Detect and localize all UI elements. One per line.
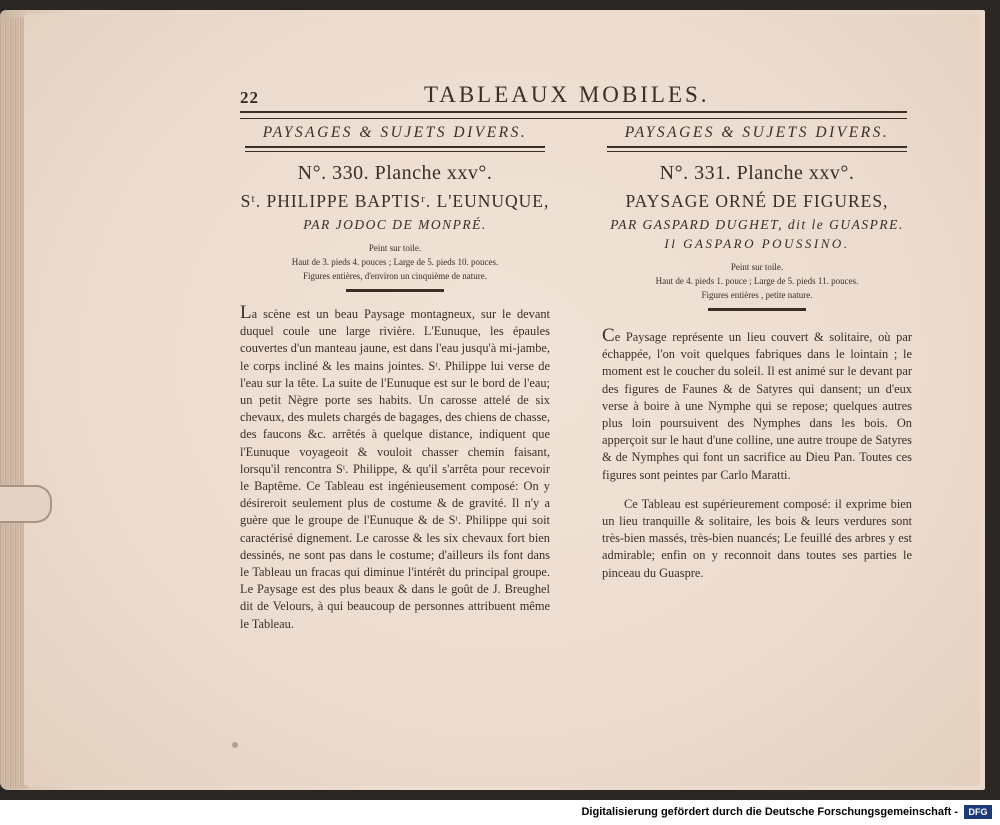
description-paragraph (240, 302, 550, 633)
dimensions-line: Haut de 3. pieds 4. pouces ; Large de 5. pieds 10. pouces. (291, 257, 499, 267)
left-column (240, 124, 550, 633)
medium-line: Peint sur toile. (730, 262, 784, 272)
paper-stain (232, 742, 238, 748)
section-rule (245, 146, 545, 152)
description-text: a scène est un beau Paysage montagneux, sur le devant duquel coule une large rivière. L'Eunuque, les épaules couvertes d'un manteau jaune, est dans l'eau jusqu'à mi-jambe, le corps incliné & les mains jointes. Sᵗ. Philippe lui verse de l'eau sur la tête. La suite de l'Eunuque est sur le bord de l'eau; un petit Nègre porte ses habits. Un carosse attelé de six chevaux, des mulets chargés de bagages, des chiens de chasse, des faucons &c. arrêtés à quelque distance, indiquent que l'Eunuque voyageoit & vouloit chasser chemin faisant, lorsqu'il rencontra Sᵗ. Philippe, & qu'il s'arrêta pour recevoir le Baptême. Ce Tableau est ingénieusement composé: On y désireroit seulement plus de costume & de gravité. Il n'y a guère que le groupe de l'Eunuque & de Sᵗ. Philippe qui soit caractérisé dignement. Le carosse & les six chevaux fort bien dessinés, ne sont pas dans le costume; d'ailleurs ils font dans le Tableau un fracas qui diminue l'intérêt du principal groupe. Le Paysage est des plus beaux & dans le goût de J. Breughel dit de Velours, à qui beaucoup de personnes attribuent même le Tableau. (240, 307, 550, 631)
description-text: e Paysage représente un lieu couvert & solitaire, où par échappée, l'on voit quelques fabriques dans le lointain ; le moment est le coucher du soleil. Il est animé sur le devant par des figures de Faunes & de Satyres qui dansent; un d'eux verse à boire à une Nymphe qui se repose; quelques autres plus loin poursuivent des Nymphes dans les bois. On apperçoit sur le haut d'une colline, une autre troupe de Satyres & de Nymphes qui font un sacrifice au Dieu Pan. Toutes ces figures sont peintes par Carlo Maratti. (602, 330, 912, 482)
funding-credit: Digitalisierung gefördert durch die Deutsche Forschungsgemeinschaft - (581, 806, 958, 818)
painting-title: Sᵗ. PHILIPPE BAPTISʳ. L'EUNUQUE, (240, 191, 550, 211)
plate-number: N°. 330. Planche xxv°. (297, 162, 493, 184)
running-head: TABLEAUX MOBILES. (424, 82, 710, 107)
plate-number: N°. 331. Planche xxv°. (659, 162, 855, 184)
entry-rule (346, 289, 444, 292)
painter-credit: PAR GASPARD DUGHET, dit le GUASPRE. (610, 217, 904, 232)
figures-line: Figures entières, d'environ un cinquième de nature. (302, 271, 488, 281)
section-title: PAYSAGES & SUJETS DIVERS. (624, 124, 890, 141)
initial-letter: C (602, 325, 615, 346)
dfg-logo: DFG (964, 805, 992, 819)
description-paragraph (602, 325, 912, 484)
initial-letter: L (240, 302, 252, 323)
entry-rule (708, 308, 806, 311)
medium-line: Peint sur toile. (368, 243, 422, 253)
right-column (602, 124, 912, 582)
painter-alias: Il GASPARO POUSSINO. (664, 236, 850, 251)
painting-title: PAYSAGE ORNÉ DE FIGURES, (625, 191, 889, 211)
section-title: PAYSAGES & SUJETS DIVERS. (262, 124, 528, 141)
section-rule (607, 146, 907, 152)
painter-credit: PAR JODOC DE MONPRÉ. (303, 217, 487, 232)
critique-paragraph: Ce Tableau est supérieurement composé: il exprime bien un lieu tranquille & solitaire, les bois & leurs verdures sont très-bien massés, très-bien nuancés; Le feuillé des arbres y est admirable; enfin on y reconnoit dans toutes ses parties le pinceau du Guaspre. (602, 496, 912, 580)
dimensions-line: Haut de 4. pieds 1. pouce ; Large de 5. pieds 11. pouces. (655, 276, 859, 286)
header-rule (240, 111, 907, 119)
page-number: 22 (240, 88, 259, 107)
page-tab-marker (0, 485, 52, 523)
figures-line: Figures entières , petite nature. (701, 290, 813, 300)
